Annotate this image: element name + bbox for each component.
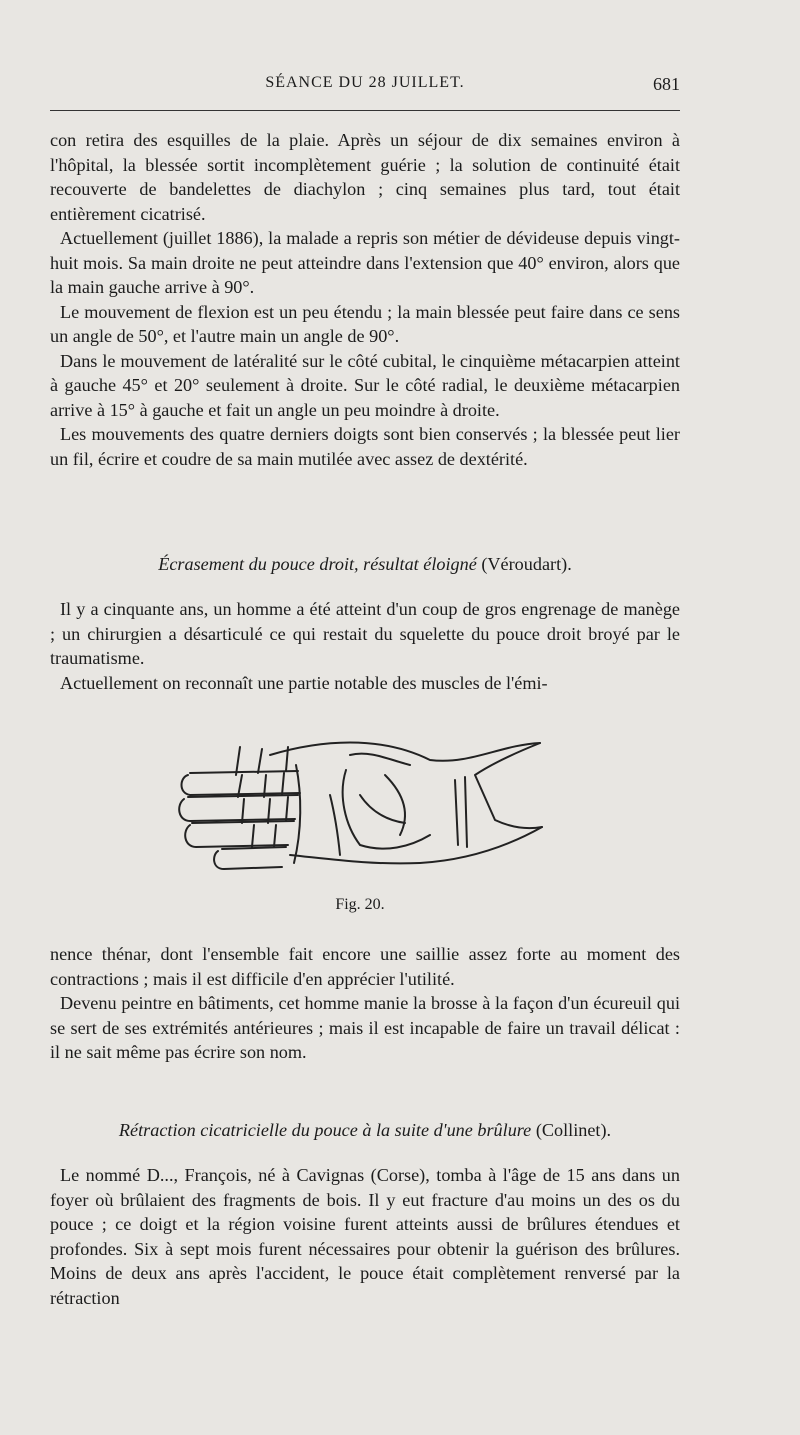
page-header (50, 74, 680, 104)
page-number: 681 (653, 74, 680, 94)
paragraph: Dans le mouvement de latéralité sur le côté cubital, le cinquième métacarpien atteint à gauche 45° et 20° seulement à droite. Sur le côté radial, le deuxième métacarpien arrive à 15° à gauche et fait un angle un peu moindre à droite. (50, 350, 680, 420)
paragraph: con retira des esquilles de la plaie. Après un séjour de dix semaines environ à l'hôpital, la blessée sortit incomplètement guérie ; la solution de continuité était recouverte de bandelettes de diachylon ; cinq semaines plus tard, tout était entièrement cicatrisé. (50, 130, 680, 224)
paragraph: Les mouvements des quatre derniers doigts sont bien conservés ; la blessée peut lier un fil, écrire et coudre de sa main mutilée avec assez de dextérité. (50, 424, 680, 469)
paragraph: Actuellement (juillet 1886), la malade a repris son métier de dévideuse depuis vingt-huit mois. Sa main droite ne peut atteindre dans l'extension que 40° environ, alors que la main gauche arrive à 90°. (50, 228, 680, 297)
section3-heading (50, 1118, 680, 1143)
section2-heading (50, 552, 680, 577)
section2-text-continued (50, 942, 680, 1065)
paragraph: nence thénar, dont l'ensemble fait encore une saillie assez forte au moment des contractions ; mais il est difficile d'en apprécier l'utilité. (50, 944, 680, 989)
section2-text (50, 597, 680, 695)
running-head: SÉANCE DU 28 JUILLET. (265, 74, 465, 91)
section3-text (50, 1163, 680, 1310)
paragraph: Le nommé D..., François, né à Cavignas (Corse), tomba à l'âge de 15 ans dans un foyer où brûlaient des fragments de bois. Il y eut fracture d'au moins un des os du pouce ; ce doigt et la région voisine furent atteints aussi de brûlures étendues et profondes. Six à sept mois furent nécessaires pour obtenir la guérison des brûlures. Moins de deux ans après l'accident, le pouce était complètement renversé par la rétraction (50, 1165, 680, 1308)
heading-author: (Véroudart). (476, 554, 572, 574)
heading-title: Écrasement du pouce droit, résultat éloigné (158, 554, 477, 574)
heading-title: Rétraction cicatricielle du pouce à la suite d'une brûlure (118, 1120, 532, 1140)
hand-figure-illustration (170, 735, 550, 885)
section1-text (50, 128, 680, 471)
header-rule (50, 110, 680, 111)
paragraph: Actuellement on reconnaît une partie notable des muscles de l'émi- (60, 672, 548, 693)
paragraph: Il y a cinquante ans, un homme a été atteint d'un coup de gros engrenage de manège ; un chirurgien a désarticulé ce qui restait du squelette du pouce droit broyé par le traumatisme. (50, 599, 680, 668)
paragraph: Devenu peintre en bâtiments, cet homme manie la brosse à la façon d'un écureuil qui se sert de ses extrémités antérieures ; mais il est incapable de faire un travail délicat : il ne sait même pas écrire son nom. (50, 993, 680, 1062)
paragraph: Le mouvement de flexion est un peu étendu ; la main blessée peut faire dans ce sens un angle de 50°, et l'autre main un angle de 90°. (50, 301, 680, 346)
heading-author: (Collinet). (531, 1120, 612, 1140)
figure-caption: Fig. 20. (335, 896, 385, 913)
